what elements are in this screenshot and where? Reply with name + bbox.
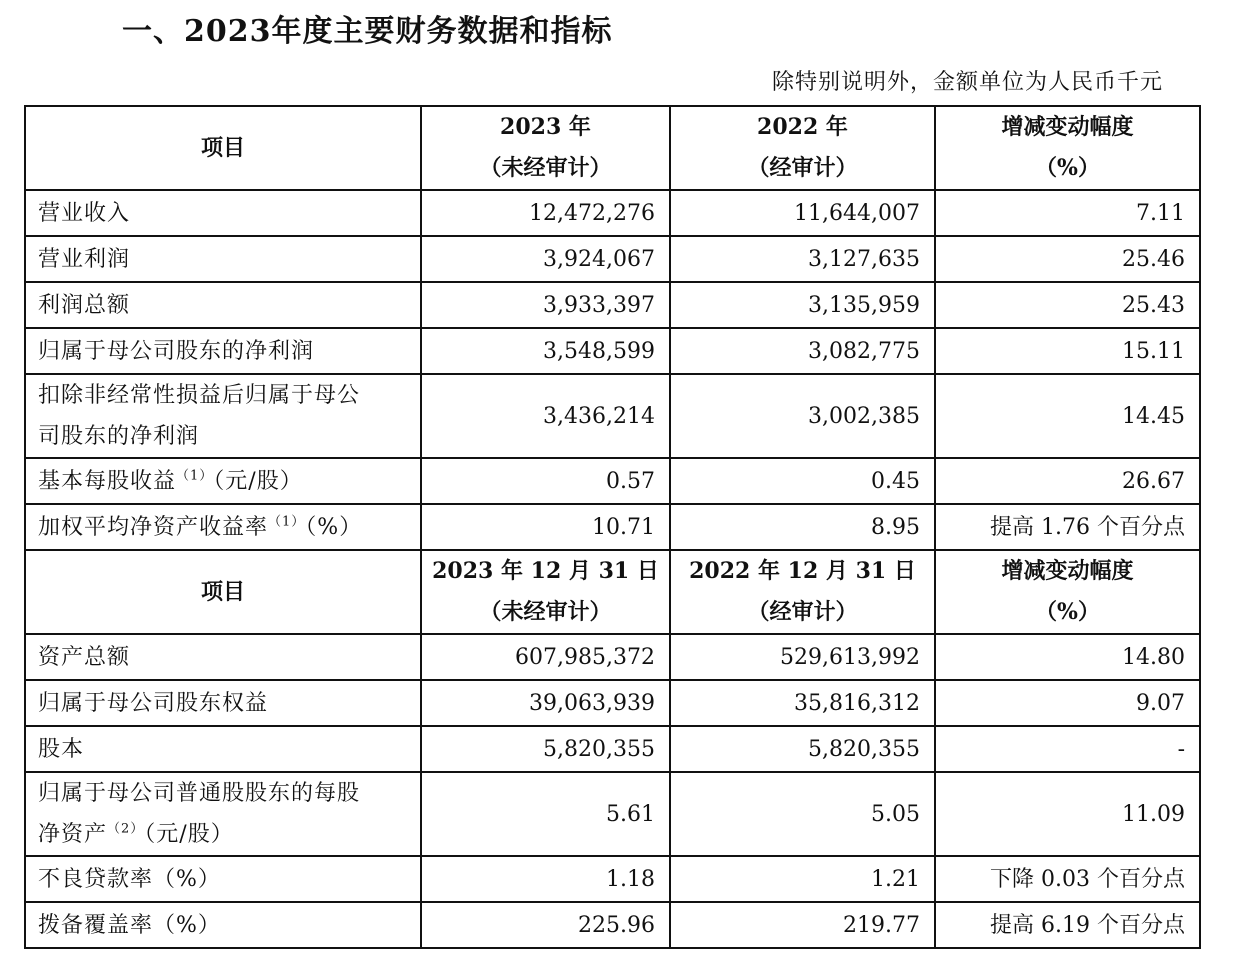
value-2023: 10.71 (421, 504, 670, 550)
value-2023: 12,472,276 (421, 190, 670, 236)
value-2022: 3,127,635 (670, 236, 935, 282)
value-2023: 225.96 (421, 902, 670, 948)
row-label: 不良贷款率（%） (25, 856, 421, 902)
value-change: 25.46 (935, 236, 1200, 282)
row-label: 资产总额 (25, 634, 421, 680)
financial-table (24, 105, 1201, 949)
table-row (25, 458, 1200, 504)
value-change: 14.45 (935, 374, 1200, 458)
value-2023: 3,548,599 (421, 328, 670, 374)
header-change-title: 增减变动幅度 (1001, 558, 1134, 584)
value-2023: 5.61 (421, 772, 670, 856)
table-row (25, 282, 1200, 328)
value-2022: 1.21 (670, 856, 935, 902)
value-2023: 3,436,214 (421, 374, 670, 458)
value-change: 下降 0.03 个百分点 (935, 856, 1200, 902)
row-label: 股本 (25, 726, 421, 772)
row-label-unit: （元/股） (144, 822, 234, 847)
value-2022: 5.05 (670, 772, 935, 856)
header-change-unit: （%） (1035, 599, 1100, 625)
value-2022: 35,816,312 (670, 680, 935, 726)
value-2022: 5,820,355 (670, 726, 935, 772)
value-2023: 3,924,067 (421, 236, 670, 282)
value-2022: 3,082,775 (670, 328, 935, 374)
row-label: 利润总额 (25, 282, 421, 328)
row-label: 拨备覆盖率（%） (25, 902, 421, 948)
row-label: 营业收入 (25, 190, 421, 236)
value-change: 9.07 (935, 680, 1200, 726)
header-2023-audit: （未经审计） (479, 155, 612, 181)
header-2023-year: 2023 年 (500, 114, 591, 140)
value-2023: 39,063,939 (421, 680, 670, 726)
header-2022-dec31 (670, 550, 935, 634)
value-change: 提高 6.19 个百分点 (935, 902, 1200, 948)
table-row (25, 772, 1200, 856)
row-label-text: 净资产 (38, 822, 108, 847)
row-label-line1: 扣除非经常性损益后归属于母公 (38, 383, 361, 408)
header-change-unit: （%） (1035, 155, 1100, 181)
table-row (25, 856, 1200, 902)
page-title: 一、2023年度主要财务数据和指标 (122, 14, 613, 49)
header-2023-audit: （未经审计） (479, 599, 612, 625)
table-row (25, 504, 1200, 550)
value-change: 7.11 (935, 190, 1200, 236)
row-label-line1: 归属于母公司普通股股东的每股 (38, 781, 361, 806)
value-change: 提高 1.76 个百分点 (935, 504, 1200, 550)
row-label-unit: （%） (305, 514, 363, 540)
row-label (25, 374, 421, 458)
table-row (25, 374, 1200, 458)
value-2023: 0.57 (421, 458, 670, 504)
row-label: 归属于母公司股东的净利润 (25, 328, 421, 374)
value-change: 26.67 (935, 458, 1200, 504)
value-2023: 3,933,397 (421, 282, 670, 328)
header-item: 项目 (25, 550, 421, 634)
header-2023-date: 2023 年 12 月 31 日 (432, 558, 659, 584)
value-2023: 607,985,372 (421, 634, 670, 680)
row-label (25, 772, 421, 856)
value-2023: 5,820,355 (421, 726, 670, 772)
header-change (935, 550, 1200, 634)
value-2022: 3,002,385 (670, 374, 935, 458)
footnote-marker: （2） (107, 821, 145, 837)
header-2022 (670, 106, 935, 190)
row-label: 归属于母公司股东权益 (25, 680, 421, 726)
row-label-line2: 司股东的净利润 (38, 424, 200, 449)
row-label-line2 (38, 814, 408, 855)
header-2022-year: 2022 年 (757, 114, 848, 140)
header-item: 项目 (25, 106, 421, 190)
table-row (25, 634, 1200, 680)
value-2023: 1.18 (421, 856, 670, 902)
table-row (25, 902, 1200, 948)
value-change: 25.43 (935, 282, 1200, 328)
value-change: 11.09 (935, 772, 1200, 856)
header-2023 (421, 106, 670, 190)
value-2022: 3,135,959 (670, 282, 935, 328)
value-2022: 219.77 (670, 902, 935, 948)
footnote-marker: （1） (268, 514, 306, 530)
value-2022: 529,613,992 (670, 634, 935, 680)
value-change: 15.11 (935, 328, 1200, 374)
header-2023-dec31 (421, 550, 670, 634)
row-label (25, 504, 421, 550)
header-2022-audit: （经审计） (747, 155, 858, 181)
value-2022: 11,644,007 (670, 190, 935, 236)
footnote-marker: （1） (176, 468, 214, 484)
table-header-row-balance (25, 550, 1200, 634)
row-label (25, 458, 421, 504)
value-2022: 0.45 (670, 458, 935, 504)
row-label-text: 基本每股收益 (38, 468, 177, 494)
value-2022: 8.95 (670, 504, 935, 550)
table-row (25, 328, 1200, 374)
header-2022-date: 2022 年 12 月 31 日 (689, 558, 916, 584)
row-label: 营业利润 (25, 236, 421, 282)
table-row (25, 726, 1200, 772)
table-row (25, 190, 1200, 236)
value-change: - (935, 726, 1200, 772)
row-label-text: 加权平均净资产收益率 (38, 514, 269, 540)
header-change-title: 增减变动幅度 (1001, 114, 1134, 140)
value-change: 14.80 (935, 634, 1200, 680)
table-row (25, 236, 1200, 282)
unit-note: 除特别说明外，金额单位为人民币千元 (771, 70, 1163, 95)
table-header-row (25, 106, 1200, 190)
row-label-unit: （元/股） (213, 468, 303, 494)
header-2022-audit: （经审计） (747, 599, 858, 625)
table-row (25, 680, 1200, 726)
header-change (935, 106, 1200, 190)
